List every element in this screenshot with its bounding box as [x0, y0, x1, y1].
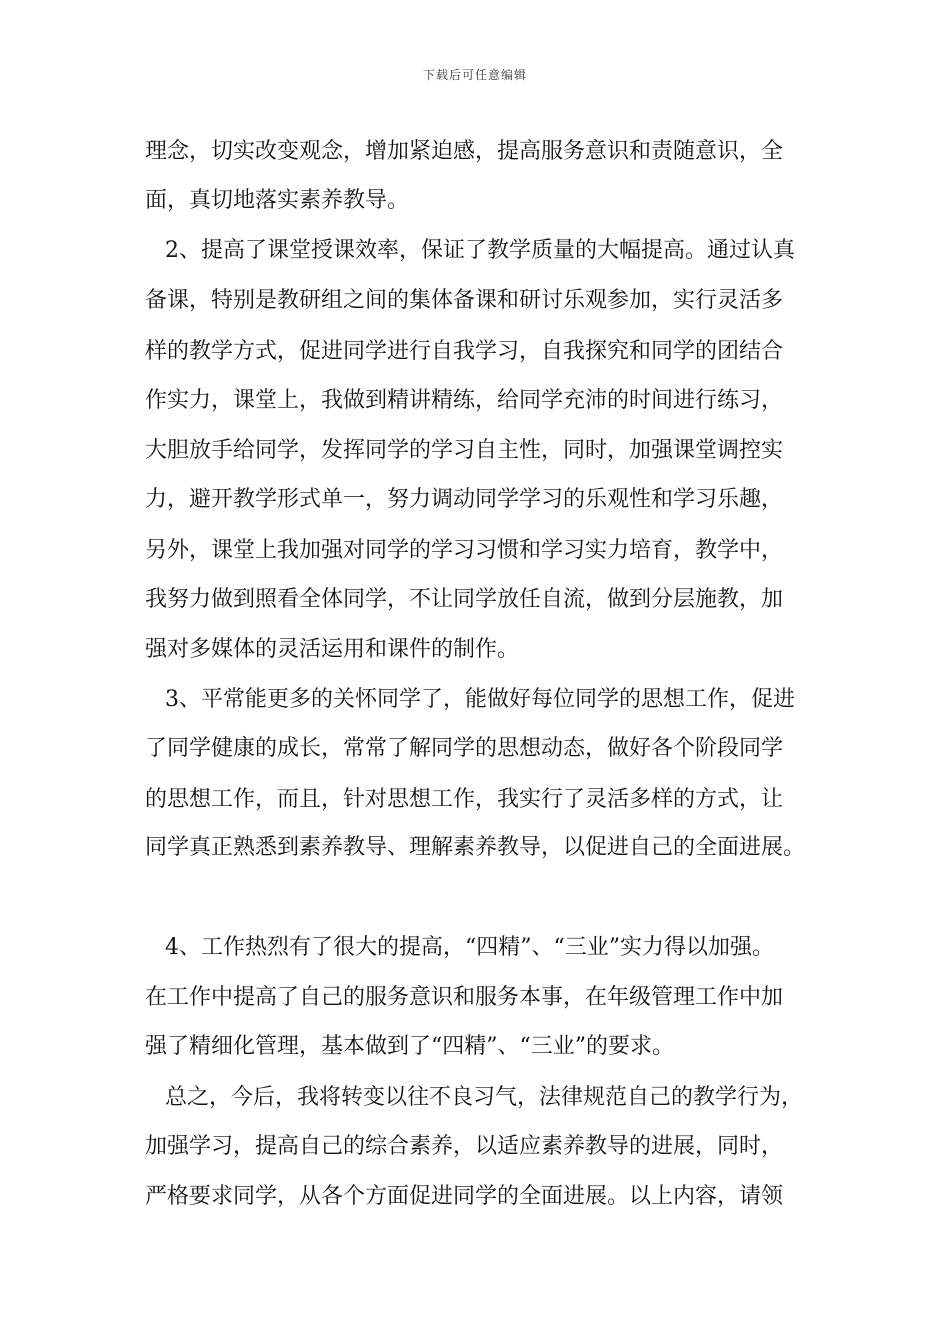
text-line: 我努力做到照看全体同学，不让同学放任自流，做到分层施教，加 [145, 587, 784, 612]
text-line: 的思想工作，而且，针对思想工作，我实行了灵活多样的方式，让 [145, 787, 784, 812]
text-line: 了同学健康的成长，常常了解同学的思想动态，做好各个阶段同学 [145, 736, 784, 761]
paragraph-summary-start: 总之，今后，我将转变以往不良习气，法律规范自己的教学行为， [165, 1085, 804, 1110]
paragraph-3-start: 3、平常能更多的关怀同学了，能做好每位同学的思想工作，促进 [165, 687, 795, 712]
paragraph-4-start: 4、工作热烈有了很大的提高，“四精”、“三业”实力得以加强。 [165, 935, 774, 960]
text-line: 同学真正熟悉到素养教导、理解素养教导，以促进自己的全面进展。 [145, 835, 806, 860]
text-line: 备课，特别是教研组之间的集体备课和研讨乐观参加，实行灵活多 [145, 288, 784, 313]
text-line: 大胆放手给同学，发挥同学的学习自主性，同时，加强课堂调控实 [145, 438, 784, 463]
text-line: 加强学习，提高自己的综合素养，以适应素养教导的进展，同时， [145, 1134, 784, 1159]
paragraph-2-start: 2、提高了课堂授课效率，保证了教学质量的大幅提高。通过认真 [165, 238, 795, 263]
text-line: 力，避开教学形式单一，努力调动同学学习的乐观性和学习乐趣， [145, 487, 784, 512]
text-line: 作实力，课堂上，我做到精讲精练，给同学充沛的时间进行练习， [145, 388, 784, 413]
text-line: 强了精细化管理，基本做到了“四精”、“三业”的要求。 [145, 1034, 674, 1059]
page-header: 下载后可任意编辑 [422, 68, 527, 82]
text-line: 面，真切地落实素养教导。 [145, 188, 410, 213]
text-line: 在工作中提高了自己的服务意识和服务本事，在年级管理工作中加 [145, 985, 784, 1010]
text-line: 严格要求同学，从各个方面促进同学的全面进展。以上内容，请领 [145, 1184, 784, 1209]
text-line: 样的教学方式，促进同学进行自我学习，自我探究和同学的团结合 [145, 339, 784, 364]
text-line: 强对多媒体的灵活运用和课件的制作。 [145, 637, 520, 662]
text-line: 理念，切实改变观念，增加紧迫感，提高服务意识和责随意识，全 [145, 139, 784, 164]
text-line: 另外，课堂上我加强对同学的学习习惯和学习实力培育，教学中， [145, 538, 784, 563]
